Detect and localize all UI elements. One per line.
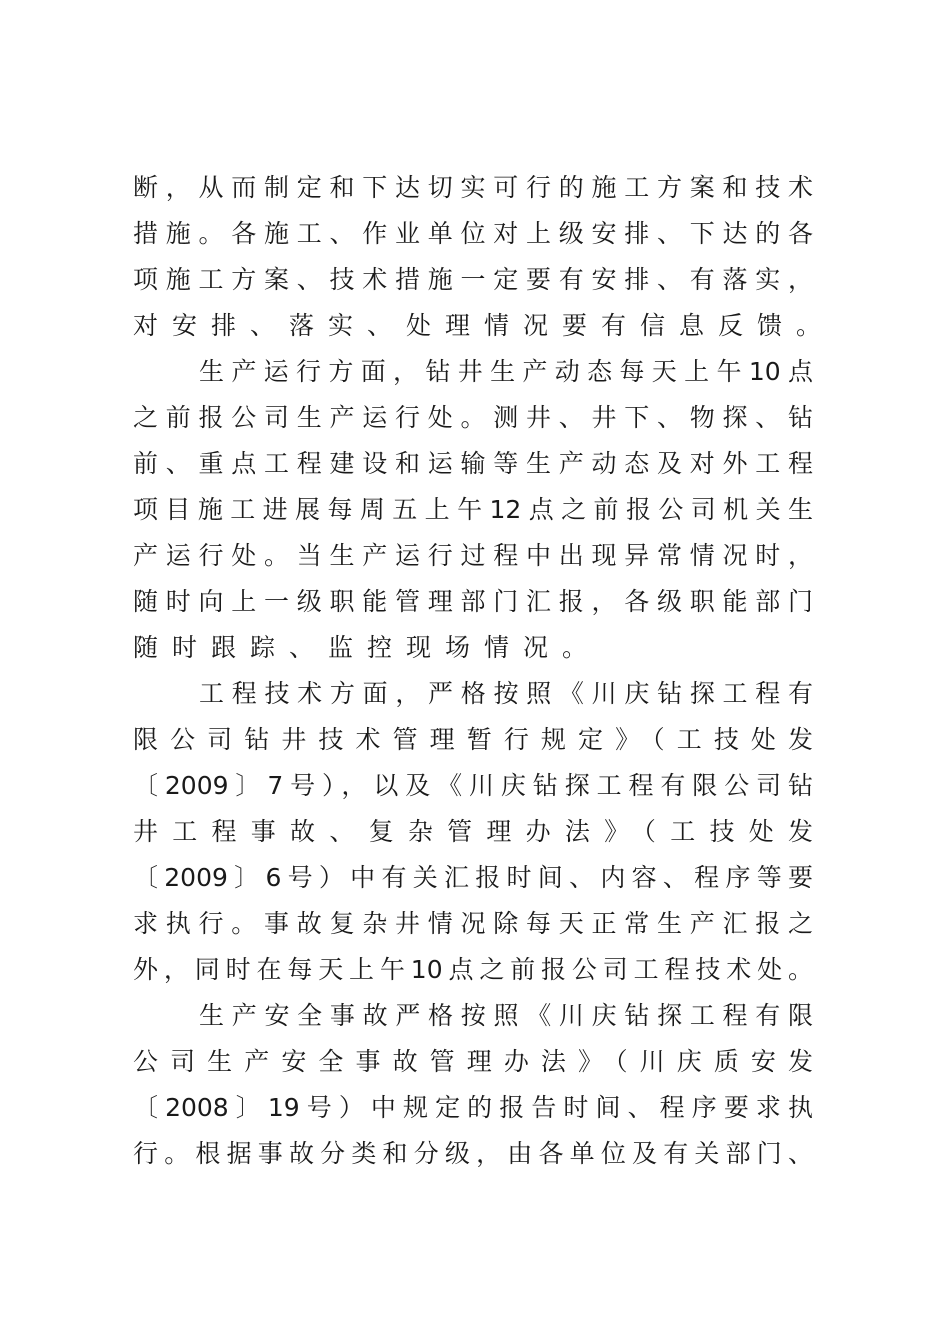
text-line: 随时跟踪、监控现场情况。	[133, 633, 602, 662]
text-line: 之前报公司生产运行处。测井、井下、物探、钻	[133, 403, 813, 432]
text-line: 随时向上一级职能管理部门汇报，各级职能部门	[133, 587, 813, 616]
text-line: 前、重点工程建设和运输等生产动态及对外工程	[133, 449, 813, 478]
paragraph-first-line: 生产运行方面，钻井生产动态每天上午10点	[199, 357, 813, 386]
text-line: 限公司钻井技术管理暂行规定》（工技处发	[133, 725, 813, 754]
text-line: 行。根据事故分类和分级，由各单位及有关部门、	[133, 1139, 813, 1168]
text-line: 项目施工进展每周五上午12点之前报公司机关生	[133, 495, 813, 524]
paragraph-first-line: 工程技术方面，严格按照《川庆钻探工程有	[199, 679, 813, 708]
text-line: 〔2009〕7号），以及《川庆钻探工程有限公司钻	[133, 771, 813, 800]
text-line: 措施。各施工、作业单位对上级安排、下达的各	[133, 219, 813, 248]
paragraph-first-line: 生产安全事故严格按照《川庆钻探工程有限	[199, 1001, 813, 1030]
text-line: 项施工方案、技术措施一定要有安排、有落实，	[133, 265, 813, 294]
text-line: 〔2009〕6号）中有关汇报时间、内容、程序等要	[133, 863, 813, 892]
text-line: 产运行处。当生产运行过程中出现异常情况时，	[133, 541, 813, 570]
text-line: 公司生产安全事故管理办法》（川庆质安发	[133, 1047, 813, 1076]
text-line: 求执行。事故复杂井情况除每天正常生产汇报之	[133, 909, 813, 938]
text-line: 断，从而制定和下达切实可行的施工方案和技术	[133, 173, 813, 202]
text-line: 外，同时在每天上午10点之前报公司工程技术处。	[133, 955, 813, 984]
text-line: 井工程事故、复杂管理办法》（工技处发	[133, 817, 813, 846]
text-line: 〔2008〕19号）中规定的报告时间、程序要求执	[133, 1093, 813, 1122]
text-line: 对安排、落实、处理情况要有信息反馈。	[133, 311, 836, 340]
